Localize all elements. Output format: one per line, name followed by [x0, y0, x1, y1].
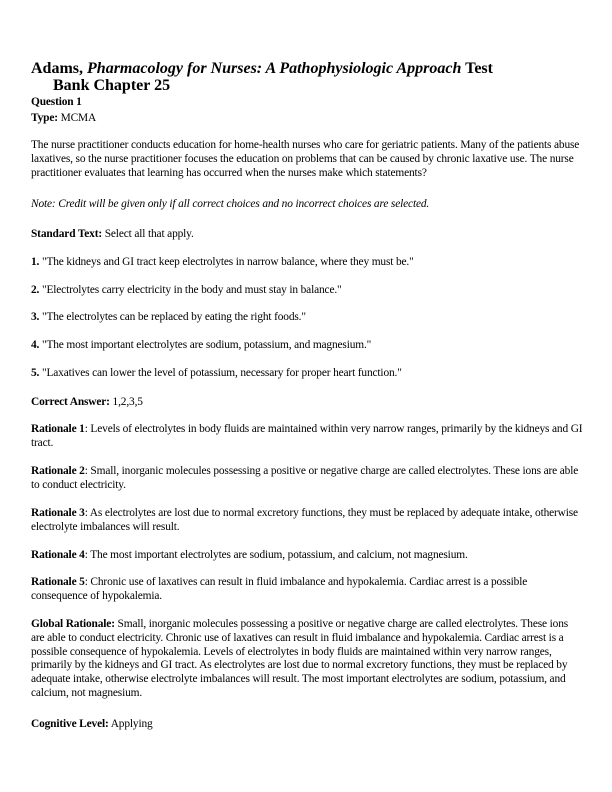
question-number: Question 1: [31, 96, 82, 108]
rationale-text: : As electrolytes are lost due to normal excretory functions, they must be replaced by adequate intake, otherwise electrolyte imbalances will result.: [31, 507, 578, 533]
rationale-text: : Small, inorganic molecules possessing a positive or negative charge are called electrolytes. These ions are able to conduct electricity.: [31, 465, 579, 491]
cognitive-value: Applying: [110, 718, 153, 730]
option-text: "The kidneys and GI tract keep electrolytes in narrow balance, where they must be.": [41, 256, 414, 268]
rationale-2: [31, 465, 583, 493]
cognitive-level: [31, 718, 583, 732]
correct-label: Correct Answer:: [31, 396, 110, 408]
note-text: Note: Credit will be given only if all correct choices and no incorrect choices are selected.: [31, 198, 430, 210]
rationale-1: [31, 423, 583, 451]
rationale-5: [31, 576, 583, 604]
rationale-3: [31, 507, 583, 535]
option-number: 1.: [31, 256, 40, 268]
global-rationale: [31, 618, 583, 701]
option-4: [31, 339, 583, 353]
rationale-text: : The most important electrolytes are sodium, potassium, and calcium, not magnesium.: [84, 549, 468, 561]
option-3: [31, 311, 583, 325]
rationale-label: Rationale 3: [31, 507, 85, 519]
option-number: 4.: [31, 339, 40, 351]
global-label: Global Rationale:: [31, 618, 115, 630]
option-text: "The electrolytes can be replaced by eating the right foods.": [41, 311, 306, 323]
rationale-label: Rationale 4: [31, 549, 85, 561]
credit-note: [31, 198, 583, 212]
standard-value: Select all that apply.: [104, 228, 194, 240]
question-stem: The nurse practitioner conducts education for home-health nurses who care for geriatric patients. Many of the patients abuse laxatives, so the nurse practitioner focuses the education on problems that can be caused by chronic laxative use. The nurse practitioner evaluates that learning has occurred when the nurses make which statements?: [31, 139, 580, 179]
rationale-4: [31, 549, 583, 563]
option-1: [31, 256, 583, 270]
type-label: Type:: [31, 112, 58, 124]
rationale-label: Rationale 5: [31, 576, 85, 588]
option-number: 5.: [31, 367, 40, 379]
question-label: [31, 96, 583, 110]
title-author: Adams,: [31, 60, 84, 77]
correct-value: 1,2,3,5: [112, 396, 143, 408]
cognitive-label: Cognitive Level:: [31, 718, 109, 730]
option-5: [31, 367, 583, 381]
option-text: "Electrolytes carry electricity in the body and must stay in balance.": [41, 284, 342, 296]
global-text: Small, inorganic molecules possessing a positive or negative charge are called electrolytes. These ions are able to conduct electricity. Chronic use of laxatives can result in fluid imbalance and hypokalemia. Cardiac arrest is a possible consequence of hypokalemia. Levels of electrolytes in body fluids are maintained within very narrow ranges, primarily by the kidneys and GI tract. As electrolytes are lost due to normal excretory functions, they must be replaced by adequate intake, otherwise electrolyte imbalances will result. The most important electrolytes are sodium, potassium, and calcium, not magnesium.: [31, 618, 569, 699]
standard-text: [31, 228, 583, 242]
document-title: [31, 60, 591, 94]
rationale-label: Rationale 2: [31, 465, 85, 477]
type-value: MCMA: [60, 112, 97, 124]
rationale-text: : Chronic use of laxatives can result in fluid imbalance and hypokalemia. Cardiac arrest is a possible consequence of hypokalemia.: [31, 576, 528, 602]
rationale-label: Rationale 1: [31, 423, 85, 435]
option-text: "The most important electrolytes are sodium, potassium, and magnesium.": [41, 339, 372, 351]
question-type: [31, 112, 583, 126]
title-suffix: Test: [465, 60, 493, 77]
title-book: Pharmacology for Nurses: A Pathophysiologic Approach: [87, 60, 462, 77]
option-number: 3.: [31, 311, 40, 323]
standard-label: Standard Text:: [31, 228, 103, 240]
option-text: "Laxatives can lower the level of potassium, necessary for proper heart function.": [41, 367, 402, 379]
title-line2: Bank Chapter 25: [53, 77, 171, 94]
correct-answer: [31, 396, 583, 410]
rationale-text: : Levels of electrolytes in body fluids are maintained within very narrow ranges, primarily by the kidneys and GI tract.: [31, 423, 583, 449]
option-number: 2.: [31, 284, 40, 296]
option-2: [31, 284, 583, 298]
